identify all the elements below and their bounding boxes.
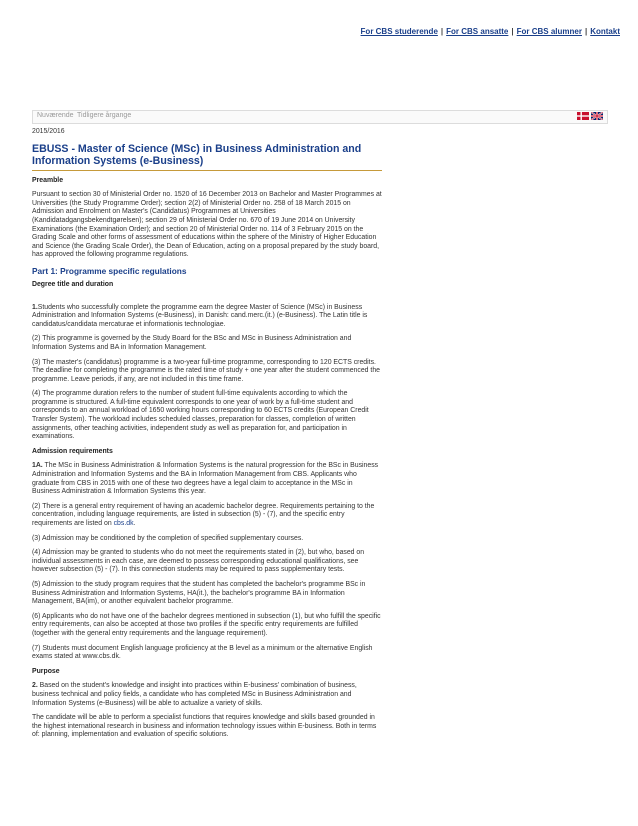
nav-link-staff[interactable]: For CBS ansatte: [446, 27, 509, 36]
admission-paragraph-7: (7) Students must document English language proficiency at the B level as a minimum or the alternative English exams stated at www.cbs.dk.: [32, 644, 373, 661]
admission-paragraph-6: (6) Applicants who do not have one of the bachelor degrees mentioned in subsection (1), but who fulfill the specific entry requirements, can also be accepted at those two profiles if the specific entry requirements are fulfilled (together with the general entry requirements and the language requirement).: [32, 612, 381, 637]
nav-link-alumni[interactable]: For CBS alumner: [516, 27, 582, 36]
page-title: EBUSS - Master of Science (MSc) in Business Administration and Information Systems (e-Business): [32, 143, 382, 171]
tab-previous-years[interactable]: Tidligere årgange: [77, 112, 132, 119]
nav-separator: |: [584, 27, 588, 36]
nav-link-contact[interactable]: Kontakt: [590, 27, 620, 36]
purpose-paragraph-1: 2. Based on the student's knowledge and insight into practices within E-business' combination of business, business technical and policy fields, a candidate who has completed MSc in Business Administration and Information Systems (e-Business) will be able to actualize a variety of skills.: [32, 682, 357, 707]
paragraph-number: 2.: [32, 682, 38, 690]
degree-paragraph-3: (3) The master's (candidatus) programme is a two-year full-time programme, corresponding to 120 ECTS credits. The deadline for completing the programme is the rated time of study + one year after the student commenced the programme. Leave periods, if any, are not included in this time frame.: [32, 358, 380, 383]
degree-paragraph-4: (4) The programme duration refers to the number of student full-time equivalents according to which the programme is structured. A full-time equivalent corresponds to one year of work by a full-time student and corresponds to an annual workload of 1650 working hours corresponding to 60 ECTS credits (European Credit Transfer System). The workload includes scheduled classes, preparation for classes, completion of written assignments, other teaching activities, independent study as well as preparation for, and participation in examinations.: [32, 390, 369, 441]
preamble-heading: Preamble: [32, 176, 64, 184]
tab-current[interactable]: Nuværende: [37, 112, 74, 119]
top-navigation: [361, 27, 620, 36]
nav-separator: |: [440, 27, 444, 36]
academic-year: 2015/2016: [32, 128, 65, 135]
admission-paragraph-2: (2) There is a general entry requirement of having an academic bachelor degree. Requirements pertaining to the concentration, including language requirements, are listed in subsection (5) - (7), and the specific entry requirements are listed on cbs.dk.: [32, 502, 375, 527]
admission-paragraph-4: (4) Admission may be granted to students who do not meet the requirements stated in (2), but who, based on individual assessments in each case, are deemed to possess corresponding educational qualifications, see however subsection (5) - (7). In this connection students may be required to pass supplementary tests.: [32, 549, 365, 574]
admission-paragraph-1: 1A. The MSc in Business Administration & Information Systems is the natural progression for the BSc in Business Administration and Information Systems and the BA in Information Management from CBS. Applicants who graduate from CBS in 2015 with one of these two degrees have a legal claim to acceptance in the MSc in Business Administration & Information Systems this year.: [32, 462, 379, 496]
nav-separator: |: [511, 27, 514, 36]
year-tab-bar: [32, 110, 608, 124]
paragraph-number: 1.: [32, 303, 38, 311]
programme-regulations: [32, 128, 382, 746]
admission-paragraph-5: (5) Admission to the study program requires that the student has completed the bachelor's programme BSc in Business Administration and Information Systems, HA(it.), the bachelor's programme BA in Information Management, BA(im), or another equivalent bachelor programme.: [32, 580, 366, 606]
nav-link-students[interactable]: For CBS studerende: [360, 27, 438, 36]
purpose-heading: Purpose: [32, 667, 60, 675]
paragraph-number: 1A.: [32, 462, 43, 470]
cbs-link[interactable]: cbs.dk: [113, 520, 134, 527]
purpose-paragraph-2: The candidate will be able to perform a specialist functions that requires knowledge and skills based grounded in the highest international research in business and information technology issues within E-business. Both in terms of: planning, implementation and evaluation of specific solutions.: [32, 714, 377, 739]
danish-flag-icon[interactable]: [577, 112, 589, 120]
degree-paragraph-2: (2) This programme is governed by the Study Board for the BSc and MSc in Business Administration and Information Systems and BA in Information Management.: [32, 335, 352, 351]
part-heading: Part 1: Programme specific regulations: [32, 265, 187, 276]
admission-paragraph-3: (3) Admission may be conditioned by the completion of specified supplementary courses.: [32, 534, 304, 542]
admission-heading: Admission requirements: [32, 447, 113, 455]
preamble-text: Pursuant to section 30 of Ministerial Order no. 1520 of 16 December 2013 on Bachelor and Master Programmes at Universities (the Study Programme Order); section 2(2) of Ministerial Order no. 258 of 18 March 2015 on Admission and Enrolment on Master's (Candidatus) Programmes at Universities (Kandidatadgangsbekendtgørelsen); section 29 of Ministerial Order no. 670 of 19 June 2014 on University Examinations (the Examination Order); and section 20 of Ministerial Order no. 114 of 3 February 2015 on the Grading Scale and other forms of assessment of educations within the sphere of the Ministry of Higher Education and Science (the Grading Scale Order), the Dean of Education, acting on a proposal prepared by the study board, has approved the following programme regulations.: [32, 191, 382, 259]
degree-heading: Degree title and duration: [32, 280, 114, 288]
degree-paragraph-1: 1.Students who successfully complete the programme earn the degree Master of Science (MSc) in Business Administration and Information Systems (e-Business), in Danish: cand.merc.(it.) (e-Business). The Latin title is candidatus/candidata mercaturae et informationis technologiae.: [32, 303, 368, 328]
uk-flag-icon[interactable]: [591, 112, 603, 120]
